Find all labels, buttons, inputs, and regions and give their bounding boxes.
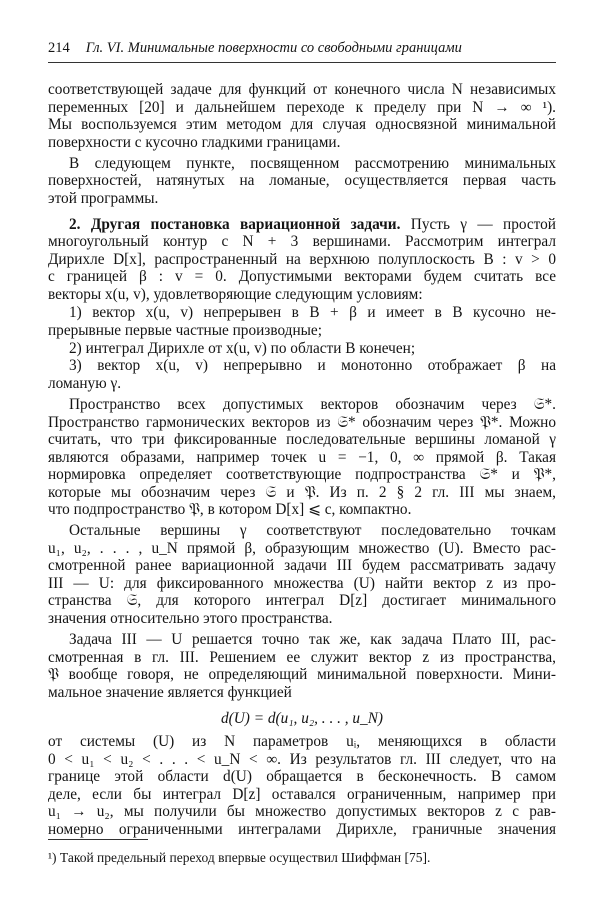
line-text: мальное значение является функцией xyxy=(48,684,292,701)
text-line xyxy=(48,374,556,394)
line-text: что подпространство 𝔓, в котором D[x] ⩽ c, компактно. xyxy=(48,501,412,518)
text-line xyxy=(48,802,556,822)
line-text: являются образами, например точек u = −1, 0, ∞ прямой β. Такая xyxy=(48,449,556,466)
line-text: границе этой области d(U) обращается в бесконечность. В самом xyxy=(48,768,556,785)
line-text: смотренной ранее вариационной задачи III будем рассматривать задачу xyxy=(48,557,556,574)
line-text: деле, если бы интеграл D[z] оставался ограниченным, например при xyxy=(48,786,556,803)
text-line xyxy=(48,80,556,100)
text-line xyxy=(48,189,556,209)
header-rule xyxy=(48,62,556,63)
footnote-rule xyxy=(48,839,148,840)
text-line xyxy=(48,732,556,752)
line-text: значения относительно этого пространства. xyxy=(48,610,333,627)
text-line xyxy=(48,709,556,729)
line-text: от системы (U) из N параметров uᵢ, меняющихся в области xyxy=(48,733,556,750)
text-line xyxy=(48,521,556,541)
text-line xyxy=(48,303,556,323)
page-number: 214 xyxy=(48,40,70,56)
text-line xyxy=(48,556,556,576)
text-line xyxy=(48,820,556,840)
line-text: с границей β : v = 0. Допустимыми векторами будем считать все xyxy=(48,268,556,285)
line-text: Задача III — U решается точно так же, как задача Плато III, рас- xyxy=(69,631,556,648)
text-line xyxy=(48,465,556,485)
running-header xyxy=(48,40,556,57)
line-text: 2) интеграл Дирихле от x(u, v) по области B конечен; xyxy=(69,340,416,357)
line-text: считать, что три фиксированные последовательные вершины ломаной γ xyxy=(48,431,556,448)
line-text: Пространство всех допустимых векторов обозначим через 𝔖*. xyxy=(69,396,556,413)
text-line xyxy=(48,430,556,450)
line-text: поверхности с кусочно гладкими границами. xyxy=(48,134,341,151)
text-line xyxy=(48,267,556,287)
line-text: 3) вектор x(u, v) непрерывно и монотонно отображает β на xyxy=(69,357,556,374)
line-text: Дирихле D[x], распространенный на верхнюю полуплоскость B : v > 0 xyxy=(48,251,556,268)
text-line xyxy=(48,115,556,135)
line-text: 1) вектор x(u, v) непрерывен в B + β и имеет в B кусочно не- xyxy=(69,304,556,321)
line-text: соответствующей задаче для функций от конечного числа N независимых xyxy=(48,81,556,98)
line-text: смотренная в гл. III. Решением ее служит вектор z из пространства, xyxy=(48,649,556,666)
line-text: Мы воспользуемся этим методом для случая односвязной минимальной xyxy=(48,116,556,133)
line-text: многоугольный контур с N + 3 вершинами. Рассмотрим интеграл xyxy=(48,233,556,250)
text-line xyxy=(48,683,556,703)
text-line xyxy=(48,767,556,787)
text-line xyxy=(48,232,556,252)
line-text: нормировка определяет соответствующие подпространства 𝔖* и 𝔓*, xyxy=(48,466,556,483)
line-text: номерно ограниченными интегралами Дирихле, граничные значения xyxy=(48,821,556,838)
text-line xyxy=(48,630,556,650)
line-text: 0 < u₁ < u₂ < . . . < u_N < ∞. Из результатов гл. III следует, что на xyxy=(48,751,556,768)
line-text: этой программы. xyxy=(48,190,159,207)
footnote: ¹) Такой предельный переход впервые осуществил Шиффман [75]. xyxy=(48,850,431,865)
line-text: Пусть γ — простой xyxy=(400,216,556,233)
text-line xyxy=(48,171,556,191)
line-text: прерывные первые частные производные; xyxy=(48,322,322,339)
text-line xyxy=(48,395,556,415)
line-text: d(U) = d(u₁, u₂, . . . , u_N) xyxy=(220,710,383,727)
text-line xyxy=(48,591,556,611)
line-text: u₁, u₂, . . . , u_N прямой β, образующим множество (U). Вместо рас- xyxy=(48,540,556,557)
text-line xyxy=(48,356,556,376)
line-text: которые мы обозначим через 𝔖 и 𝔓. Из п. 2 § 2 гл. III мы знаем, xyxy=(48,484,556,501)
line-text: ломаную γ. xyxy=(48,375,122,392)
line-text: В следующем пункте, посвященном рассмотрению минимальных xyxy=(69,155,556,172)
text-line xyxy=(48,500,556,520)
line-text: 𝔓 вообще говоря, не определяющий минимальной поверхности. Мини- xyxy=(48,666,556,683)
text-line xyxy=(48,285,556,305)
line-text: странства 𝔖, для которого интеграл D[z] достигает минимального xyxy=(48,592,556,609)
text-line xyxy=(48,321,556,341)
text-line xyxy=(48,609,556,629)
text-line xyxy=(48,665,556,685)
line-text: Пространство гармонических векторов из 𝔖* обозначим через 𝔓*. Можно xyxy=(48,414,556,431)
line-text: III — U: для фиксированного множества (U) найти вектор z из про- xyxy=(48,575,556,592)
line-text: u₁ → u₂, мы получили бы множество допустимых векторов z с рав- xyxy=(48,803,556,820)
line-text: векторы x(u, v), удовлетворяющие следующим условиям: xyxy=(48,286,423,303)
line-text: переменных [20] и дальнейшем переходе к пределу при N → ∞ ¹). xyxy=(48,99,556,116)
running-title: Гл. VI. Минимальные поверхности со свободными границами xyxy=(85,40,462,56)
line-text: Остальные вершины γ соответствуют последовательно точкам xyxy=(69,522,556,539)
section-heading: 2. Другая постановка вариационной задачи. xyxy=(69,216,401,233)
text-line xyxy=(48,133,556,153)
line-text: поверхностей, натянутых на ломаные, осуществляется первая часть xyxy=(48,172,556,189)
